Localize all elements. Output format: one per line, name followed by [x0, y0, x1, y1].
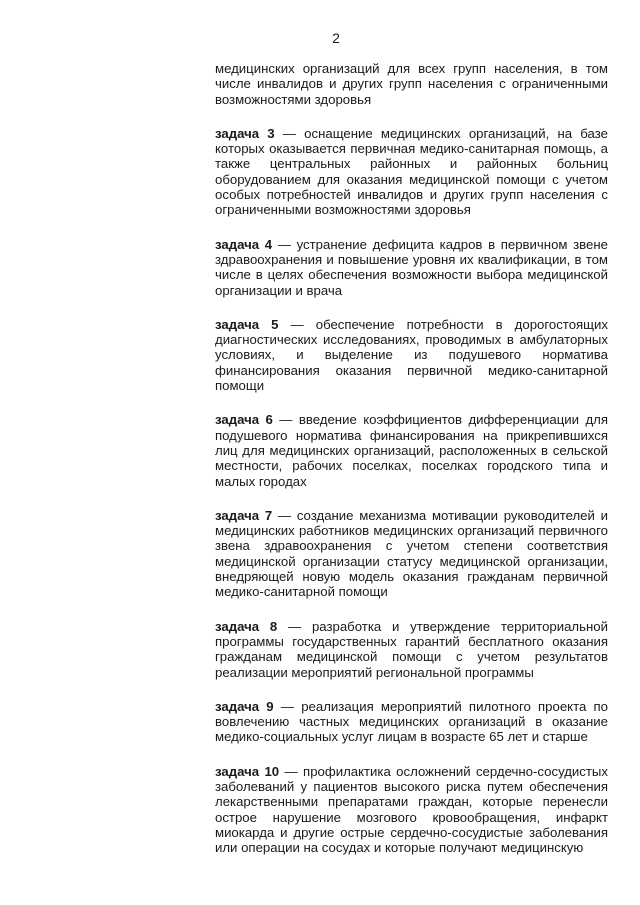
task-6-paragraph — [215, 412, 608, 488]
task-6-label: задача 6 — [215, 412, 273, 428]
task-7-label: задача 7 — [215, 507, 273, 523]
task-10-text: — профилактика осложнений сердечно-сосудистых заболеваний у пациентов высокого риска путем обеспечения лекарственными препаратами граждан, которые перенесли острое нарушение мозгового кровообращения, инфаркт миокарда и другие острые сердечно-сосудистые заболевания или операции на сосудах и которые получают медицинскую — [215, 763, 608, 856]
task-3-label: задача 3 — [215, 125, 275, 141]
task-3-text: — оснащение медицинских организаций, на базе которых оказывается первичная медико-санитарная помощь, а также центральных районных и районных больниц оборудованием для оказания медицинской помощи с учетом особых потребностей инвалидов и других групп населения с ограниченными возможностями здоровья — [215, 125, 608, 218]
task-5-label: задача 5 — [215, 316, 279, 332]
task-10-label: задача 10 — [215, 763, 280, 779]
task-4-label: задача 4 — [215, 236, 273, 252]
task-9-paragraph — [215, 699, 608, 745]
task-8-label: задача 8 — [215, 618, 278, 634]
task-6-text: — введение коэффициентов дифференциации для подушевого норматива финансирования на прикрепившихся лиц для медицинских организаций, расположенных в сельской местности, рабочих поселках, поселках городского типа и малых городах — [215, 412, 608, 489]
task-8-paragraph — [215, 619, 608, 680]
task-9-text: — реализация мероприятий пилотного проекта по вовлечению частных медицинских организаций в оказание медико-социальных услуг лицам в возрасте 65 лет и старше — [215, 698, 608, 745]
task-10-paragraph — [215, 764, 608, 856]
task-5-text: — обеспечение потребности в дорогостоящих диагностических исследованиях, проводимых в амбулаторных условиях, и выделение из подушевого норматива финансирования оказания первичной медико-санитарной помощи — [215, 316, 608, 394]
task-4-paragraph — [215, 237, 608, 298]
task-3-paragraph — [215, 126, 608, 218]
task-7-text: — создание механизма мотивации руководителей и медицинских работников медицинских организаций первичного звена здравоохранения с учетом степени соответствия медицинской организации статусу медицинской организации, внедряющей новую модель оказания гражданам первичной медико-санитарной помощи — [215, 507, 608, 600]
task-8-text: — разработка и утверждение территориальной программы государственных гарантий бесплатного оказания гражданам медицинской помощи с учетом результатов реализации мероприятий региональной программы — [215, 618, 608, 680]
page-number: 2 — [332, 30, 340, 46]
task-4-text: — устранение дефицита кадров в первичном звене здравоохранения и повышение уровня их квалификации, в том числе в целях обеспечения возможности выбора медицинской организации и врача — [215, 236, 608, 298]
task-9-label: задача 9 — [215, 698, 274, 714]
document-body — [215, 61, 608, 874]
task-7-paragraph — [215, 508, 608, 600]
intro-paragraph: медицинских организаций для всех групп населения, в том числе инвалидов и других групп населения с ограниченными возможностями здоровья — [215, 61, 608, 107]
task-5-paragraph — [215, 317, 608, 393]
